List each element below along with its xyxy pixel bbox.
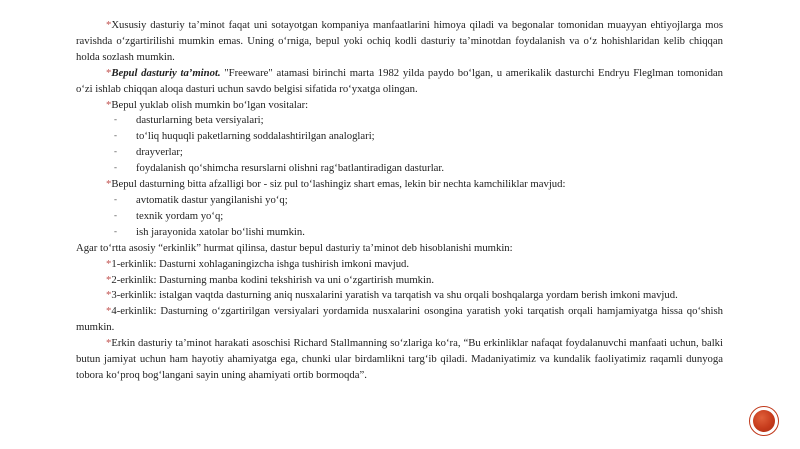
next-slide-button[interactable] <box>749 406 779 436</box>
freeware-heading: Bepul dasturiy taʼminot. <box>111 66 221 79</box>
list-item <box>76 129 723 145</box>
paragraph-text: Erkin dasturiy taʼminot harakati asoschisi Richard Stallmanning soʻzlariga koʻra, “Bu erkinliklar nafaqat foydalanuvchi manfaati uchun, balki butun jamiyat uchun ham hayotiy ahamiyatga ega, chunki ular birdamlikni targʻib qiladi. Madaniyatimiz va kundalik faoliyatimiz raqamli dunyoga tobora koʻproq bogʻlangani sayin uning ahamiyati ortib bormoqda”. <box>76 337 723 381</box>
bullet-marker: * <box>106 305 112 318</box>
dash-marker: - <box>114 193 117 204</box>
paragraph-text: 2-erkinlik: Dasturning manba kodini tekshirish va uni oʻzgartirish mumkin. <box>111 273 434 286</box>
dash-marker: - <box>114 114 117 125</box>
paragraph-stallman-quote <box>76 336 723 384</box>
bullet-marker: * <box>106 66 112 79</box>
dash-marker: - <box>114 162 117 173</box>
paragraph-freedom-2 <box>76 273 723 289</box>
dash-marker: - <box>114 209 117 220</box>
list-item <box>76 193 723 209</box>
list-item <box>76 145 723 161</box>
list-item-text: drayverlar; <box>136 146 183 159</box>
dash-marker: - <box>114 130 117 141</box>
paragraph-text: Bepul yuklab olish mumkin boʻlgan vositalar: <box>111 98 309 111</box>
list-item-text: avtomatik dastur yangilanishi yoʻq; <box>136 193 288 206</box>
bullet-marker: * <box>106 98 112 111</box>
bullet-marker: * <box>106 257 112 270</box>
bullet-marker: * <box>106 178 112 191</box>
paragraph-text: Agar toʻrtta asosiy “erkinlik” hurmat qilinsa, dastur bepul dasturiy taʼminot deb hisoblanishi mumkin: <box>76 241 513 254</box>
paragraph-freedoms-intro <box>76 241 723 257</box>
circle-icon <box>753 410 775 432</box>
paragraph-freedom-1 <box>76 257 723 273</box>
paragraph-proprietary-software <box>76 18 723 66</box>
list-item <box>76 113 723 129</box>
paragraph-freedom-4 <box>76 304 723 336</box>
bullet-marker: * <box>106 289 112 302</box>
bullet-marker: * <box>106 273 112 286</box>
list-item-text: dasturlarning beta versiyalari; <box>136 114 264 127</box>
dash-marker: - <box>114 146 117 157</box>
bullet-marker: * <box>106 337 112 350</box>
paragraph-freeware <box>76 66 723 98</box>
list-item-text: toʻliq huquqli paketlarning soddalashtirilgan analoglari; <box>136 130 375 143</box>
paragraph-text: 1-erkinlik: Dasturni xohlaganingizcha ishga tushirish imkoni mavjud. <box>111 257 410 270</box>
dash-marker: - <box>114 225 117 236</box>
paragraph-drawbacks-intro <box>76 177 723 193</box>
paragraph-text: 3-erkinlik: istalgan vaqtda dasturning aniq nusxalarini yaratish va tarqatish va shu orqali boshqalarga yordam berish imkoni mavjud. <box>111 289 678 302</box>
paragraph-text: "Freeware" atamasi birinchi marta 1982 yilda paydo boʻlgan, u amerikalik dasturchi Endryu Flеglman tomonidan oʻzi ishlab chiqqan aloqa dasturi uchun savdo belgisi sifatida roʻyxatga olingan. <box>76 66 723 95</box>
list-item-text: foydalanish qoʻshimcha resurslarni olishni ragʻbatlantiradigan dasturlar. <box>136 162 445 175</box>
list-item <box>76 161 723 177</box>
bullet-marker: * <box>106 19 112 31</box>
paragraph-text: 4-erkinlik: Dasturning oʻzgartirilgan versiyalari yordamida nusxalarini osongina yaratish yoki tarqatish orqali hamjamiyatga hissa qoʻshish mumkin. <box>76 305 723 334</box>
paragraph-free-tools-intro <box>76 98 723 114</box>
paragraph-freedom-3 <box>76 288 723 304</box>
list-item-text: ish jarayonida xatolar boʻlishi mumkin. <box>136 225 305 238</box>
paragraph-text: Xususiy dasturiy taʼminot faqat uni sotayotgan kompaniya manfaatlarini himoya qiladi va begonalar tomonidan muayyan ehtiyojlarga mos ravishda oʻzgartirilishi mumkin emas. Uning oʻrniga, bepul yoki ochiq kodli dasturiy taʼminotdan foydalanish va oʻz hohishlaridan kelib chiqqan holda sozlash mumkin. <box>76 19 723 63</box>
list-item-text: texnik yordam yoʻq; <box>136 209 224 222</box>
slide-content <box>76 18 723 384</box>
paragraph-text: Bepul dasturning bitta afzalligi bor - siz pul toʻlashingiz shart emas, lekin bir nechta kamchiliklar mavjud: <box>111 178 566 191</box>
list-item <box>76 225 723 241</box>
list-item <box>76 209 723 225</box>
